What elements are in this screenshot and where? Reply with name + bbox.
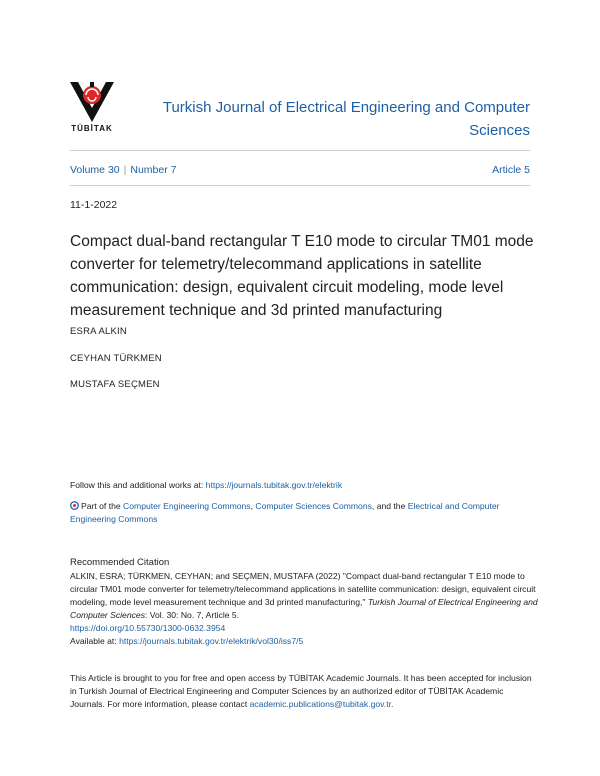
citation-volume: : Vol. 30: No. 7, Article 5. xyxy=(145,610,240,620)
article-link[interactable]: Article 5 xyxy=(492,164,530,176)
network-commons-icon xyxy=(70,501,79,510)
open-access-notice xyxy=(70,672,540,711)
article-title: Compact dual-band rectangular T E10 mode to circular TM01 mode converter for telemetry/telecommand applications in satellite communication: design, equivalent circuit modeling, mode level measurement technique and 3d printed manufacturing xyxy=(70,233,534,319)
contact-email-link[interactable]: academic.publications@tubitak.gov.tr xyxy=(249,699,391,709)
commons-link-computer-engineering[interactable]: Computer Engineering Commons xyxy=(123,501,251,511)
issue-meta xyxy=(70,164,530,176)
partof-sep-2: , and the xyxy=(371,501,408,511)
commons-link-electrical-computer-engineering[interactable]: Electrical and Computer Engineering Commons xyxy=(70,501,500,524)
author-2: CEYHAN TÜRKMEN xyxy=(70,353,162,364)
top-divider xyxy=(70,150,530,151)
citation-text: ALKIN, ESRA; TÜRKMEN, CEYHAN; and SEÇMEN, MUSTAFA (2022) "Compact dual-band rectangular T E10 mode to circular TM01 mode converter for telemetry/telecommand applications in satellite communication: design, equivalent circuit modeling, mode level measurement technique and 3d printed manufacturing," xyxy=(70,571,536,607)
follow-line xyxy=(70,479,540,492)
publication-date: 11-1-2022 xyxy=(70,199,118,211)
available-link[interactable]: https://journals.tubitak.gov.tr/elektrik/vol30/iss7/5 xyxy=(119,636,304,646)
meta-divider xyxy=(70,185,530,186)
notice-text: This Article is brought to you for free and open access by TÜBİTAK Academic Journals. It has been accepted for inclusion in Turkish Journal of Electrical Engineering and Computer Sciences by an authorized editor of TÜBİTAK Academic Journals. For more information, please contact xyxy=(70,673,532,709)
citation-heading: Recommended Citation xyxy=(70,557,170,568)
follow-link[interactable]: https://journals.tubitak.gov.tr/elektrik xyxy=(205,480,343,490)
author-3: MUSTAFA SEÇMEN xyxy=(70,379,160,390)
available-label: Available at: xyxy=(70,636,120,646)
logo-wordmark: TÜBİTAK xyxy=(71,124,113,133)
citation-journal: Turkish Journal of Electrical Engineering and Computer Sciences xyxy=(70,597,538,620)
author-1: ESRA ALKIN xyxy=(70,326,127,337)
number-link[interactable]: Number 7 xyxy=(130,164,177,176)
doi-link[interactable]: https://doi.org/10.55730/1300-0632.3954 xyxy=(70,623,226,633)
notice-end: . xyxy=(390,699,394,709)
partof-sep-1: , xyxy=(250,501,256,511)
part-of-line xyxy=(70,500,540,526)
follow-text: Follow this and additional works at: xyxy=(70,480,206,490)
partof-prefix: Part of the xyxy=(81,501,124,511)
citation-body xyxy=(70,570,540,648)
meta-separator: | xyxy=(123,164,127,176)
volume-link[interactable]: Volume 30 xyxy=(70,164,120,176)
commons-link-computer-sciences[interactable]: Computer Sciences Commons xyxy=(255,501,372,511)
logo-emblem-icon xyxy=(66,78,118,124)
journal-title-link[interactable]: Turkish Journal of Electrical Engineering and Computer Sciences xyxy=(162,99,530,139)
